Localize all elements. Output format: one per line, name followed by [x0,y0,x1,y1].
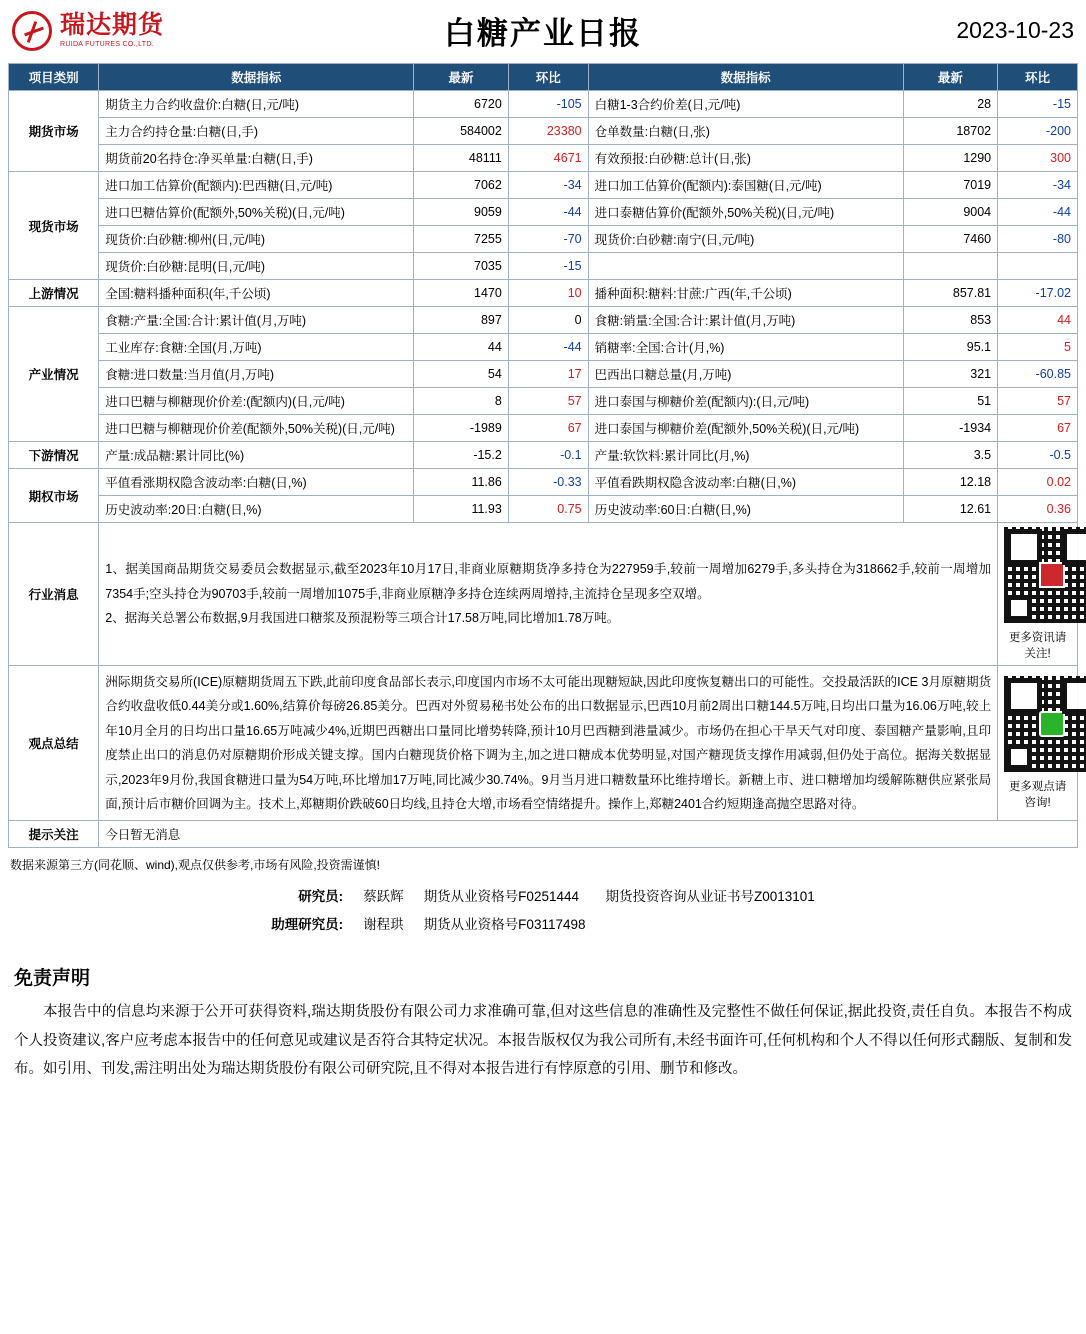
indicator-change: -34 [998,172,1078,199]
col-change-left: 环比 [508,64,588,91]
news-qr-caption: 更多资讯请关注! [1008,632,1067,660]
table-row [9,118,1078,145]
indicator-value: 7460 [903,226,998,253]
indicator-change: -44 [508,334,588,361]
indicator-value: 18702 [903,118,998,145]
indicator-label [588,253,903,280]
indicator-value: 6720 [414,91,509,118]
col-indicator-right: 数据指标 [588,64,903,91]
data-source-note: 数据来源第三方(同花顺、wind),观点仅供参考,市场有风险,投资需谨慎! [10,858,381,873]
indicator-value: 897 [414,307,509,334]
indicator-change: 5 [998,334,1078,361]
indicator-change: 23380 [508,118,588,145]
indicator-value: 1290 [903,145,998,172]
researcher-row [261,909,825,937]
indicator-value: 12.18 [903,469,998,496]
summary-text: 洲际期货交易所(ICE)原糖期货周五下跌,此前印度食品部长表示,印度国内市场不太可能出现糖短缺,因此印度恢复糖出口的可能性。交投最活跃的ICE 3月原糖期货合约收盘收低0.44美分或1.60%,结算价每磅26.85美分。巴西对外贸易秘书处公布的出口数据显示,巴西10月前2周出口糖144.5万吨,日均出口量为16.06万吨,较上年10月全月的日均出口量16.65万吨减少4%,近期巴西糖出口量同比增势转降,预计10月巴西糖到港量减少。市场仍在担心干旱天气对印度、泰国糖产量影响,且印度禁止出口的消息仍对原糖期价形成关键支撑。国内白糖现货价格下调为主,加之进口糖成本优势明显,对国产糖现货支撑作用减弱,但仍处于高位。据海关数据显示,2023年9月份,我国食糖进口量为54万吨,环比增加17万吨,同比减少30.74%。9月当月进口糖数量环比维持增长。新糖上市、进口糖增加均缓解陈糖供应紧张局面,预计后市糖价回调为主。技术上,郑糖期价跌破60日均线,且持仓大增,市场看空情绪提升。操作上,郑糖2401合约短期逢高抛空思路对待。 [99,666,998,821]
indicator-label: 进口巴糖估算价(配额外,50%关税)(日,元/吨) [99,199,414,226]
disclaimer-text: 本报告中的信息均来源于公开可获得资料,瑞达期货股份有限公司力求准确可靠,但对这些信息的准确性及完整性不做任何保证,据此投资,责任自负。本报告不构成个人投资建议,客户应考虑本报告中的任何意见或建议是否符合其特定状况。本报告版权仅为我公司所有,未经书面许可,任何机构和个人不得以任何形式翻版、复制和发布。如引用、刊发,需注明出处为瑞达期货股份有限公司研究院,且不得对本报告进行有悖原意的引用、删节和修改。 [14,1004,1072,1077]
indicator-change [998,253,1078,280]
indicator-label: 期货主力合约收盘价:白糖(日,元/吨) [99,91,414,118]
attention-text: 今日暂无消息 [99,821,1078,848]
table-row [9,307,1078,334]
page-title: 白糖产业日报 [444,16,642,51]
indicator-change: 10 [508,280,588,307]
report-date: 2023-10-23 [956,17,1074,43]
indicator-label: 销糖率:全国:合计(月,%) [588,334,903,361]
summary-qr-caption: 更多观点请咨询! [1008,781,1067,810]
indicator-label: 食糖:销量:全国:合计:累计值(月,万吨) [588,307,903,334]
indicator-value: -1989 [414,415,509,442]
indicator-value: 44 [414,334,509,361]
indicator-label: 仓单数量:白糖(日,张) [588,118,903,145]
indicator-value: 7062 [414,172,509,199]
company-name-cn: 瑞达期货 [60,11,165,40]
indicator-label: 进口加工估算价(配额内):巴西糖(日,元/吨) [99,172,414,199]
indicator-value: 95.1 [903,334,998,361]
table-row [9,469,1078,496]
indicator-value: 12.61 [903,496,998,523]
category-cell: 上游情况 [9,280,99,307]
col-category: 项目类别 [9,64,99,91]
indicator-change: 0.02 [998,469,1078,496]
indicator-change: 44 [998,307,1078,334]
company-logo [12,11,242,51]
indicator-label: 现货价:白砂糖:南宁(日,元/吨) [588,226,903,253]
indicator-value [903,253,998,280]
table-row [9,442,1078,469]
indicator-label: 产量:软饮料:累计同比(月,%) [588,442,903,469]
researcher-role: 助理研究员: [271,917,344,933]
indicator-change: -34 [508,172,588,199]
indicator-label: 白糖1-3合约价差(日,元/吨) [588,91,903,118]
table-row [9,334,1078,361]
table-row [9,496,1078,523]
researcher-name: 谢程珙 [363,917,404,933]
disclaimer-title: 免责声明 [14,968,91,990]
indicator-change: 0.75 [508,496,588,523]
company-name [60,12,164,49]
indicator-label: 产量:成品糖:累计同比(%) [99,442,414,469]
news-paragraph: 1、据美国商品期货交易委员会数据显示,截至2023年10月17日,非商业原糖期货净多持仓为227959手,较前一周增加6279手,多头持仓为318662手,较前一周增加7354手;空头持仓为90703手,较前一周增加1075手,非商业原糖净多持仓连续两周增持,主流持仓呈现多空双增。 [105,562,992,601]
indicator-label: 现货价:白砂糖:昆明(日,元/吨) [99,253,414,280]
indicator-change: 67 [508,415,588,442]
indicator-change: -70 [508,226,588,253]
table-row [9,172,1078,199]
wechat-qr-code-icon [1004,527,1086,623]
indicator-value: 7019 [903,172,998,199]
report-header [8,0,1078,63]
indicator-label: 进口巴糖与柳糖现价价差:(配额内)(日,元/吨) [99,388,414,415]
category-cell: 期货市场 [9,91,99,172]
indicator-value: 857.81 [903,280,998,307]
disclaimer-body [8,998,1078,1099]
indicator-change: 57 [998,388,1078,415]
ruida-logo-icon [12,11,52,51]
category-cell: 现货市场 [9,172,99,280]
indicator-value: -1934 [903,415,998,442]
category-cell: 观点总结 [9,666,99,821]
summary-row [9,666,1078,821]
category-cell: 提示关注 [9,821,99,848]
indicator-value: 28 [903,91,998,118]
indicator-change: -44 [998,199,1078,226]
researcher-role: 研究员: [298,889,344,905]
indicator-value: 51 [903,388,998,415]
indicator-change: -44 [508,199,588,226]
indicator-label: 现货价:白砂糖:柳州(日,元/吨) [99,226,414,253]
researcher-name: 蔡跃辉 [363,889,404,905]
wechat-qr-code-icon [1004,676,1086,772]
indicator-change: -15 [508,253,588,280]
table-row [9,253,1078,280]
data-table [8,63,1078,848]
indicator-change: -0.5 [998,442,1078,469]
indicator-change: -60.85 [998,361,1078,388]
indicator-label: 平值看涨期权隐含波动率:白糖(日,%) [99,469,414,496]
indicator-label: 进口加工估算价(配额内):泰国糖(日,元/吨) [588,172,903,199]
indicator-label: 有效预报:白砂糖:总计(日,张) [588,145,903,172]
indicator-label: 主力合约持仓量:白糖(日,手) [99,118,414,145]
company-name-en: RUIDA FUTURES CO.,LTD. [60,41,154,49]
indicator-change: 300 [998,145,1078,172]
indicator-change: -200 [998,118,1078,145]
indicator-change: -105 [508,91,588,118]
indicator-change: -15 [998,91,1078,118]
indicator-label: 进口巴糖与柳糖现价价差(配额外,50%关税)(日,元/吨) [99,415,414,442]
col-latest-right: 最新 [903,64,998,91]
researcher-cert2: 期货投资咨询从业证书号Z0013101 [605,889,815,905]
indicator-change: 0 [508,307,588,334]
indicator-change: 67 [998,415,1078,442]
indicator-label: 进口泰糖估算价(配额外,50%关税)(日,元/吨) [588,199,903,226]
indicator-change: -80 [998,226,1078,253]
indicator-change: 17 [508,361,588,388]
indicator-value: 11.93 [414,496,509,523]
table-row [9,91,1078,118]
table-row [9,361,1078,388]
researchers-block [8,881,1078,937]
indicator-change: -17.02 [998,280,1078,307]
attention-row [9,821,1078,848]
indicator-value: -15.2 [414,442,509,469]
industry-news-row [9,523,1078,666]
researcher-row [261,881,825,909]
col-latest-left: 最新 [414,64,509,91]
indicator-label: 期货前20名持仓:净买单量:白糖(日,手) [99,145,414,172]
category-cell: 产业情况 [9,307,99,442]
category-cell: 期权市场 [9,469,99,523]
indicator-value: 321 [903,361,998,388]
indicator-label: 历史波动率:60日:白糖(日,%) [588,496,903,523]
indicator-change: 4671 [508,145,588,172]
indicator-change: -0.33 [508,469,588,496]
indicator-value: 3.5 [903,442,998,469]
table-row [9,145,1078,172]
table-row [9,226,1078,253]
researcher-cert2 [596,909,825,937]
indicator-label: 食糖:进口数量:当月值(月,万吨) [99,361,414,388]
category-cell: 下游情况 [9,442,99,469]
indicator-value: 1470 [414,280,509,307]
table-header-row [9,64,1078,91]
indicator-value: 9059 [414,199,509,226]
news-paragraph: 2、据海关总署公布数据,9月我国进口糖浆及预混粉等三项合计17.58万吨,同比增加1.78万吨。 [105,611,620,626]
researcher-cert1: 期货从业资格号F0251444 [423,889,579,905]
indicator-label: 平值看跌期权隐含波动率:白糖(日,%) [588,469,903,496]
indicator-change: 57 [508,388,588,415]
indicator-value: 48111 [414,145,509,172]
indicator-label: 食糖:产量:全国:合计:累计值(月,万吨) [99,307,414,334]
indicator-change: 0.36 [998,496,1078,523]
category-cell: 行业消息 [9,523,99,666]
indicator-value: 7255 [414,226,509,253]
table-row [9,280,1078,307]
indicator-label: 巴西出口糖总量(月,万吨) [588,361,903,388]
indicator-label: 进口泰国与柳糖价差(配额外,50%关税)(日,元/吨) [588,415,903,442]
col-change-right: 环比 [998,64,1078,91]
table-row [9,388,1078,415]
indicator-value: 54 [414,361,509,388]
indicator-label: 全国:糖料播种面积(年,千公顷) [99,280,414,307]
summary-qr-cell [998,666,1078,821]
table-row [9,415,1078,442]
indicator-value: 584002 [414,118,509,145]
indicator-value: 7035 [414,253,509,280]
news-qr-cell [998,523,1078,666]
col-indicator-left: 数据指标 [99,64,414,91]
indicator-label: 播种面积:糖料:甘蔗:广西(年,千公顷) [588,280,903,307]
industry-news-text [99,523,998,666]
indicator-value: 9004 [903,199,998,226]
researcher-cert1: 期货从业资格号F03117498 [423,917,586,933]
indicator-value: 8 [414,388,509,415]
table-row [9,199,1078,226]
indicator-change: -0.1 [508,442,588,469]
indicator-label: 工业库存:食糖:全国(月,万吨) [99,334,414,361]
indicator-value: 11.86 [414,469,509,496]
indicator-label: 历史波动率:20日:白糖(日,%) [99,496,414,523]
indicator-value: 853 [903,307,998,334]
indicator-label: 进口泰国与柳糖价差(配额内):(日,元/吨) [588,388,903,415]
